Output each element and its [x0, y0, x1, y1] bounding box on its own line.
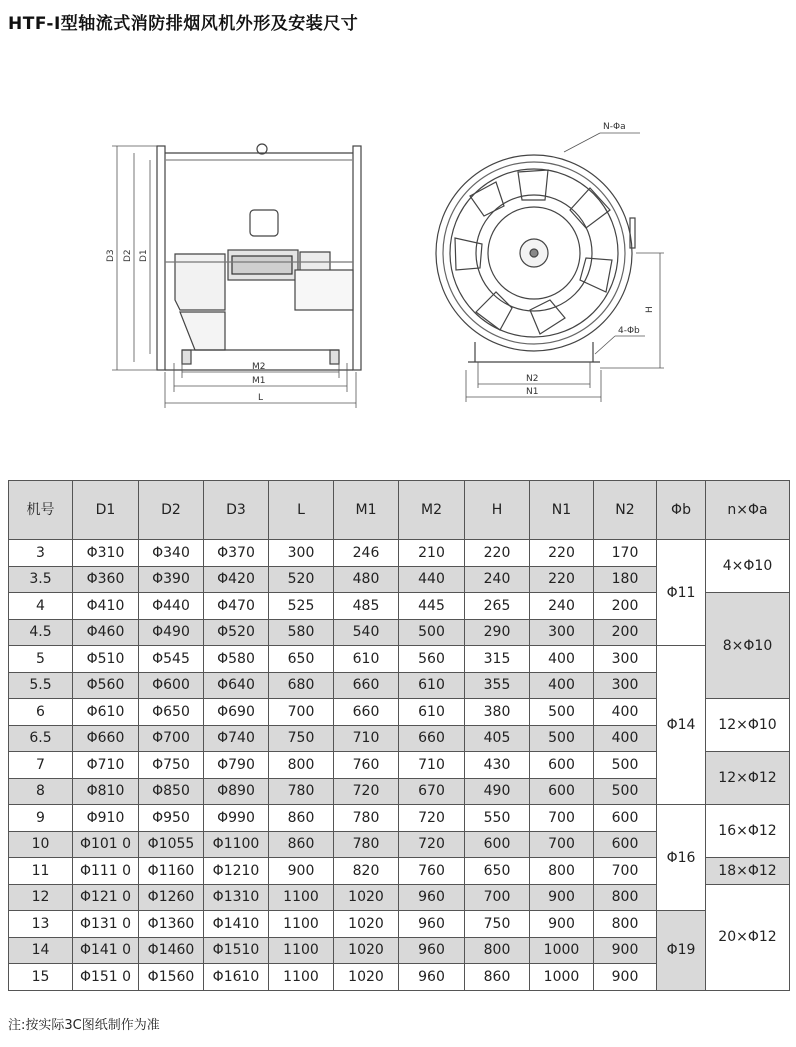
cell-m2: 610 [399, 672, 465, 699]
cell-no: 6 [9, 699, 73, 726]
cell-no: 4.5 [9, 619, 73, 646]
cell-d1: Φ121 0 [73, 884, 139, 911]
cell-m1: 1020 [334, 884, 399, 911]
cell-d1: Φ360 [73, 566, 139, 593]
cell-n1: 700 [530, 805, 594, 832]
cell-d3: Φ1100 [204, 831, 269, 858]
cell-h: 315 [465, 646, 530, 673]
table-row [9, 805, 790, 832]
cell-m2: 710 [399, 752, 465, 779]
cell-d1: Φ111 0 [73, 858, 139, 885]
cell-m1: 660 [334, 672, 399, 699]
cell-n2: 200 [594, 593, 657, 620]
label-m1: M1 [252, 376, 266, 386]
cell-h: 800 [465, 937, 530, 964]
cell-n-phi-a-group: 18×Φ12 [706, 858, 790, 885]
cell-m2: 500 [399, 619, 465, 646]
cell-l: 700 [269, 699, 334, 726]
label-n2: N2 [526, 374, 539, 384]
cell-n2: 500 [594, 752, 657, 779]
cell-n2: 600 [594, 805, 657, 832]
header-cell: 机号 [9, 481, 73, 540]
cell-m1: 720 [334, 778, 399, 805]
cell-n-phi-a-group: 12×Φ12 [706, 752, 790, 805]
cell-d1: Φ810 [73, 778, 139, 805]
cell-d2: Φ1360 [139, 911, 204, 938]
cell-n-phi-a-group: 12×Φ10 [706, 699, 790, 752]
cell-n2: 300 [594, 646, 657, 673]
cell-h: 860 [465, 964, 530, 991]
cell-m2: 610 [399, 699, 465, 726]
cell-m2: 960 [399, 964, 465, 991]
cell-n2: 170 [594, 540, 657, 567]
cell-m2: 440 [399, 566, 465, 593]
cell-n1: 500 [530, 725, 594, 752]
cell-l: 300 [269, 540, 334, 567]
cell-n2: 200 [594, 619, 657, 646]
cell-h: 490 [465, 778, 530, 805]
cell-l: 580 [269, 619, 334, 646]
front-view [436, 155, 635, 362]
cell-d1: Φ560 [73, 672, 139, 699]
cell-d3: Φ520 [204, 619, 269, 646]
cell-d3: Φ1310 [204, 884, 269, 911]
cell-l: 1100 [269, 937, 334, 964]
cell-m1: 760 [334, 752, 399, 779]
cell-d2: Φ700 [139, 725, 204, 752]
cell-no: 8 [9, 778, 73, 805]
cell-d2: Φ950 [139, 805, 204, 832]
cell-l: 750 [269, 725, 334, 752]
cell-d3: Φ890 [204, 778, 269, 805]
label-d3: D3 [106, 249, 116, 262]
cell-d1: Φ610 [73, 699, 139, 726]
cell-l: 780 [269, 778, 334, 805]
cell-n2: 600 [594, 831, 657, 858]
cell-d1: Φ510 [73, 646, 139, 673]
label-l: L [258, 393, 264, 403]
cell-n-phi-a-group: 16×Φ12 [706, 805, 790, 858]
cell-n1: 900 [530, 911, 594, 938]
cell-m1: 485 [334, 593, 399, 620]
cell-d2: Φ1260 [139, 884, 204, 911]
cell-n2: 800 [594, 911, 657, 938]
header-cell: M1 [334, 481, 399, 540]
cell-d3: Φ580 [204, 646, 269, 673]
fan-dimension-drawing [0, 0, 796, 460]
cell-d1: Φ710 [73, 752, 139, 779]
cell-n2: 400 [594, 699, 657, 726]
cell-no: 3.5 [9, 566, 73, 593]
cell-m2: 760 [399, 858, 465, 885]
cell-no: 5 [9, 646, 73, 673]
cell-n1: 800 [530, 858, 594, 885]
header-cell: D2 [139, 481, 204, 540]
cell-d3: Φ420 [204, 566, 269, 593]
cell-n1: 1000 [530, 937, 594, 964]
table-header-row [9, 481, 790, 540]
cell-l: 1100 [269, 911, 334, 938]
cell-n1: 500 [530, 699, 594, 726]
cell-m2: 720 [399, 831, 465, 858]
header-cell: L [269, 481, 334, 540]
cell-l: 520 [269, 566, 334, 593]
cell-n1: 220 [530, 566, 594, 593]
cell-m2: 670 [399, 778, 465, 805]
label-4-phi-b: 4-Φb [618, 326, 640, 336]
cell-d3: Φ1510 [204, 937, 269, 964]
cell-n2: 900 [594, 964, 657, 991]
cell-n1: 300 [530, 619, 594, 646]
cell-m2: 210 [399, 540, 465, 567]
cell-h: 220 [465, 540, 530, 567]
cell-h: 355 [465, 672, 530, 699]
cell-d3: Φ1410 [204, 911, 269, 938]
cell-m2: 560 [399, 646, 465, 673]
cell-d2: Φ1055 [139, 831, 204, 858]
header-cell: D1 [73, 481, 139, 540]
cell-m1: 660 [334, 699, 399, 726]
cell-h: 380 [465, 699, 530, 726]
cell-d2: Φ1560 [139, 964, 204, 991]
page-title: HTF-Ⅰ型轴流式消防排烟风机外形及安装尺寸 [8, 14, 359, 34]
cell-h: 550 [465, 805, 530, 832]
cell-no: 9 [9, 805, 73, 832]
cell-m1: 1020 [334, 911, 399, 938]
cell-d2: Φ390 [139, 566, 204, 593]
cell-m2: 720 [399, 805, 465, 832]
cell-phi-b-group: Φ14 [657, 646, 706, 805]
cell-n1: 600 [530, 752, 594, 779]
cell-n2: 400 [594, 725, 657, 752]
cell-d1: Φ310 [73, 540, 139, 567]
cell-l: 525 [269, 593, 334, 620]
cell-m1: 1020 [334, 937, 399, 964]
cell-m1: 710 [334, 725, 399, 752]
cell-m2: 960 [399, 937, 465, 964]
label-n1: N1 [526, 387, 539, 397]
header-cell: H [465, 481, 530, 540]
cell-no: 15 [9, 964, 73, 991]
header-cell: N1 [530, 481, 594, 540]
cell-d2: Φ650 [139, 699, 204, 726]
cell-h: 240 [465, 566, 530, 593]
cell-m1: 540 [334, 619, 399, 646]
cell-d2: Φ1160 [139, 858, 204, 885]
header-cell: M2 [399, 481, 465, 540]
label-d1: D1 [139, 249, 149, 262]
cell-n1: 220 [530, 540, 594, 567]
cell-m2: 960 [399, 884, 465, 911]
cell-d1: Φ460 [73, 619, 139, 646]
cell-phi-b-group: Φ16 [657, 805, 706, 911]
cell-n2: 800 [594, 884, 657, 911]
cell-no: 4 [9, 593, 73, 620]
table-row [9, 911, 790, 938]
cell-h: 430 [465, 752, 530, 779]
cell-m1: 1020 [334, 964, 399, 991]
cell-h: 700 [465, 884, 530, 911]
cell-phi-b-group: Φ19 [657, 911, 706, 991]
cell-l: 800 [269, 752, 334, 779]
cell-d2: Φ440 [139, 593, 204, 620]
cell-h: 650 [465, 858, 530, 885]
cell-n2: 700 [594, 858, 657, 885]
cell-l: 1100 [269, 964, 334, 991]
cell-d2: Φ600 [139, 672, 204, 699]
cell-d3: Φ790 [204, 752, 269, 779]
cell-d2: Φ1460 [139, 937, 204, 964]
cell-m1: 780 [334, 831, 399, 858]
cell-n1: 240 [530, 593, 594, 620]
header-cell: Φb [657, 481, 706, 540]
cell-no: 13 [9, 911, 73, 938]
cell-d1: Φ151 0 [73, 964, 139, 991]
label-n-phi-a: N-Φa [603, 122, 626, 132]
cell-d3: Φ990 [204, 805, 269, 832]
cell-d1: Φ131 0 [73, 911, 139, 938]
cell-d3: Φ370 [204, 540, 269, 567]
header-cell: n×Φa [706, 481, 790, 540]
cell-no: 5.5 [9, 672, 73, 699]
cell-m1: 246 [334, 540, 399, 567]
cell-n2: 900 [594, 937, 657, 964]
table-body [9, 540, 790, 991]
cell-n1: 400 [530, 672, 594, 699]
cell-d3: Φ470 [204, 593, 269, 620]
cell-no: 10 [9, 831, 73, 858]
cell-no: 11 [9, 858, 73, 885]
cell-d1: Φ660 [73, 725, 139, 752]
cell-l: 860 [269, 805, 334, 832]
cell-d3: Φ1210 [204, 858, 269, 885]
cell-l: 1100 [269, 884, 334, 911]
cell-m2: 960 [399, 911, 465, 938]
cell-phi-b-group: Φ11 [657, 540, 706, 646]
cell-n1: 1000 [530, 964, 594, 991]
cell-d1: Φ410 [73, 593, 139, 620]
cell-m1: 780 [334, 805, 399, 832]
cell-m2: 660 [399, 725, 465, 752]
cell-d3: Φ640 [204, 672, 269, 699]
cell-n1: 900 [530, 884, 594, 911]
cell-m2: 445 [399, 593, 465, 620]
cell-d1: Φ910 [73, 805, 139, 832]
cell-l: 860 [269, 831, 334, 858]
cell-n2: 300 [594, 672, 657, 699]
header-cell: N2 [594, 481, 657, 540]
cell-l: 900 [269, 858, 334, 885]
cell-d2: Φ545 [139, 646, 204, 673]
cell-l: 680 [269, 672, 334, 699]
table-row [9, 646, 790, 673]
table-row [9, 540, 790, 567]
cell-n-phi-a-group: 8×Φ10 [706, 593, 790, 699]
label-h: H [645, 306, 655, 313]
cell-h: 405 [465, 725, 530, 752]
cell-d3: Φ740 [204, 725, 269, 752]
cell-h: 600 [465, 831, 530, 858]
cell-no: 3 [9, 540, 73, 567]
label-m2: M2 [252, 362, 266, 372]
cell-d2: Φ490 [139, 619, 204, 646]
cell-n1: 600 [530, 778, 594, 805]
cell-no: 14 [9, 937, 73, 964]
cell-n-phi-a-group: 20×Φ12 [706, 884, 790, 990]
cell-m1: 610 [334, 646, 399, 673]
cell-no: 12 [9, 884, 73, 911]
cell-n2: 500 [594, 778, 657, 805]
cell-m1: 480 [334, 566, 399, 593]
cell-n-phi-a-group: 4×Φ10 [706, 540, 790, 593]
cell-d1: Φ101 0 [73, 831, 139, 858]
cell-n1: 700 [530, 831, 594, 858]
dimension-table [8, 480, 790, 991]
cell-l: 650 [269, 646, 334, 673]
cell-d2: Φ850 [139, 778, 204, 805]
cell-n1: 400 [530, 646, 594, 673]
cell-h: 290 [465, 619, 530, 646]
cell-d1: Φ141 0 [73, 937, 139, 964]
label-d2: D2 [123, 249, 133, 262]
side-view [157, 144, 361, 370]
cell-no: 6.5 [9, 725, 73, 752]
cell-n2: 180 [594, 566, 657, 593]
cell-d3: Φ1610 [204, 964, 269, 991]
cell-d2: Φ750 [139, 752, 204, 779]
header-cell: D3 [204, 481, 269, 540]
cell-d2: Φ340 [139, 540, 204, 567]
cell-h: 265 [465, 593, 530, 620]
cell-no: 7 [9, 752, 73, 779]
cell-h: 750 [465, 911, 530, 938]
footnote: 注:按实际3C图纸制作为准 [8, 1018, 160, 1033]
cell-m1: 820 [334, 858, 399, 885]
cell-d3: Φ690 [204, 699, 269, 726]
